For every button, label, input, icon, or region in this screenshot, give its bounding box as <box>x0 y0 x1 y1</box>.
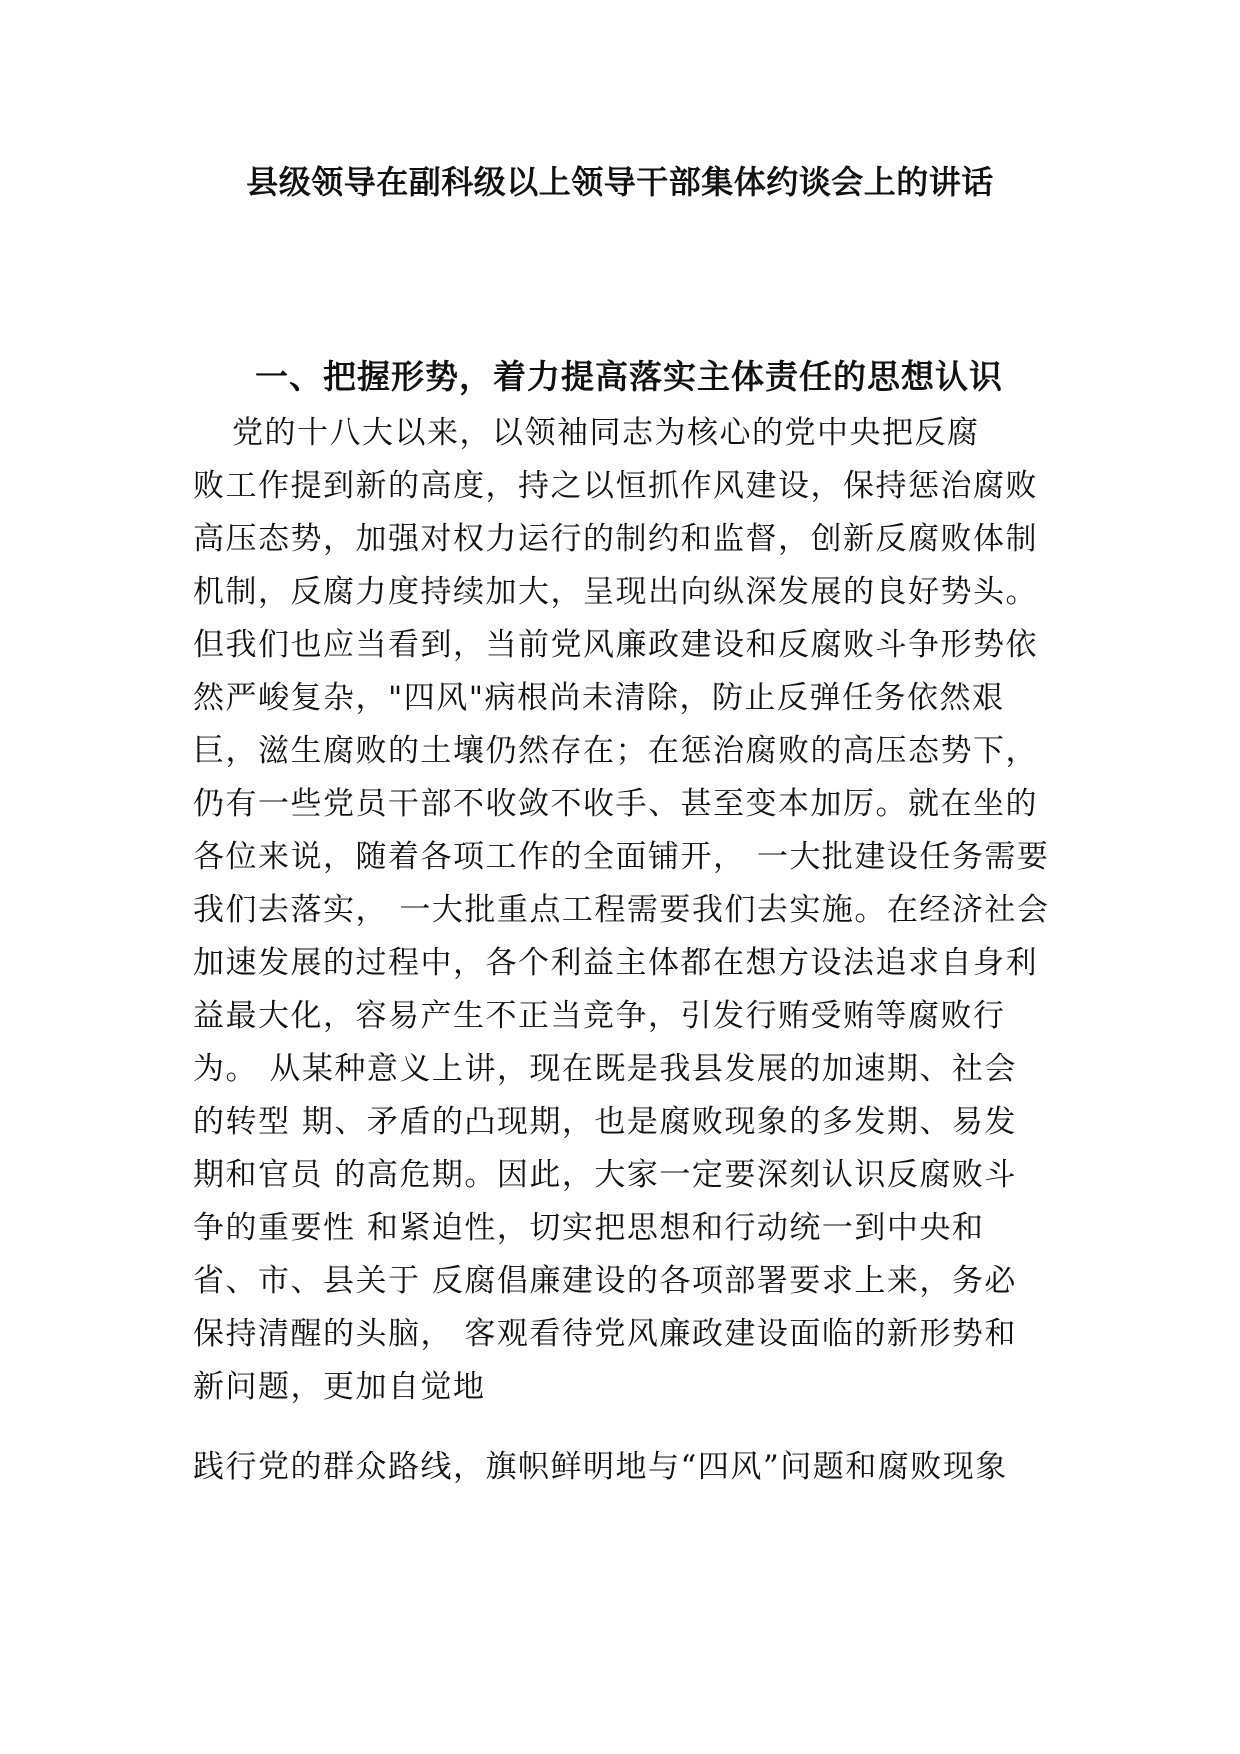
paragraph-line: 期和官员 的高危期。因此，大家一定要深刻认识反腐败斗 <box>193 1157 1017 1193</box>
paragraph-line: 省、市、县关于 反腐倡廉建设的各项部署要求上来，务必 <box>193 1263 1017 1299</box>
paragraph-line: 为。 从某种意义上讲，现在既是我县发展的加速期、社会 <box>193 1051 1017 1087</box>
paragraph-line: 然严峻复杂，"四风"病根尚未清除，防止反弹任务依然艰 <box>193 680 1005 716</box>
section-heading: 一、把握形势，着力提高落实主体责任的思想认识 <box>255 357 1003 396</box>
paragraph-line: 但我们也应当看到，当前党风廉政建设和反腐败斗争形势依 <box>193 627 1038 663</box>
paragraph-line: 高压态势，加强对权力运行的制约和监督，创新反腐败体制 <box>193 521 1038 557</box>
paragraph-line: 机制，反腐力度持续加大，呈现出向纵深发展的良好势头。 <box>193 574 1038 610</box>
paragraph-line: 巨，滋生腐败的土壤仍然存在；在惩治腐败的高压态势下， <box>193 733 1038 769</box>
paragraph-line: 党的十八大以来，以领袖同志为核心的党中央把反腐 <box>232 415 980 451</box>
paragraph-line: 各位来说，随着各项工作的全面铺开， 一大批建设任务需要 <box>193 839 1050 875</box>
paragraph-line: 我们去落实， 一大批重点工程需要我们去实施。在经济社会 <box>193 892 1050 928</box>
paragraph-line: 仍有一些党员干部不收敛不收手、甚至变本加厉。就在坐的 <box>193 786 1038 822</box>
paragraph-line: 的转型 期、矛盾的凸现期，也是腐败现象的多发期、易发 <box>193 1104 1017 1140</box>
paragraph-line: 败工作提到新的高度，持之以恒抓作风建设，保持惩治腐败 <box>193 468 1038 504</box>
paragraph-line: 新问题，更加自觉地 <box>193 1369 486 1405</box>
paragraph-line: 保持清醒的头脑， 客观看待党风廉政建设面临的新形势和 <box>193 1316 1017 1352</box>
document-title: 县级领导在副科级以上领导干部集体约谈会上的讲话 <box>246 163 994 201</box>
paragraph-line: 益最大化，容易产生不正当竞争，引发行贿受贿等腐败行 <box>193 998 1006 1034</box>
continuation-line: 践行党的群众路线，旗帜鲜明地与“四风”问题和腐败现象 <box>193 1449 1008 1485</box>
paragraph-line: 争的重要性 和紧迫性，切实把思想和行动统一到中央和 <box>193 1210 985 1246</box>
paragraph-line: 加速发展的过程中，各个利益主体都在想方设法追求自身利 <box>193 945 1038 981</box>
